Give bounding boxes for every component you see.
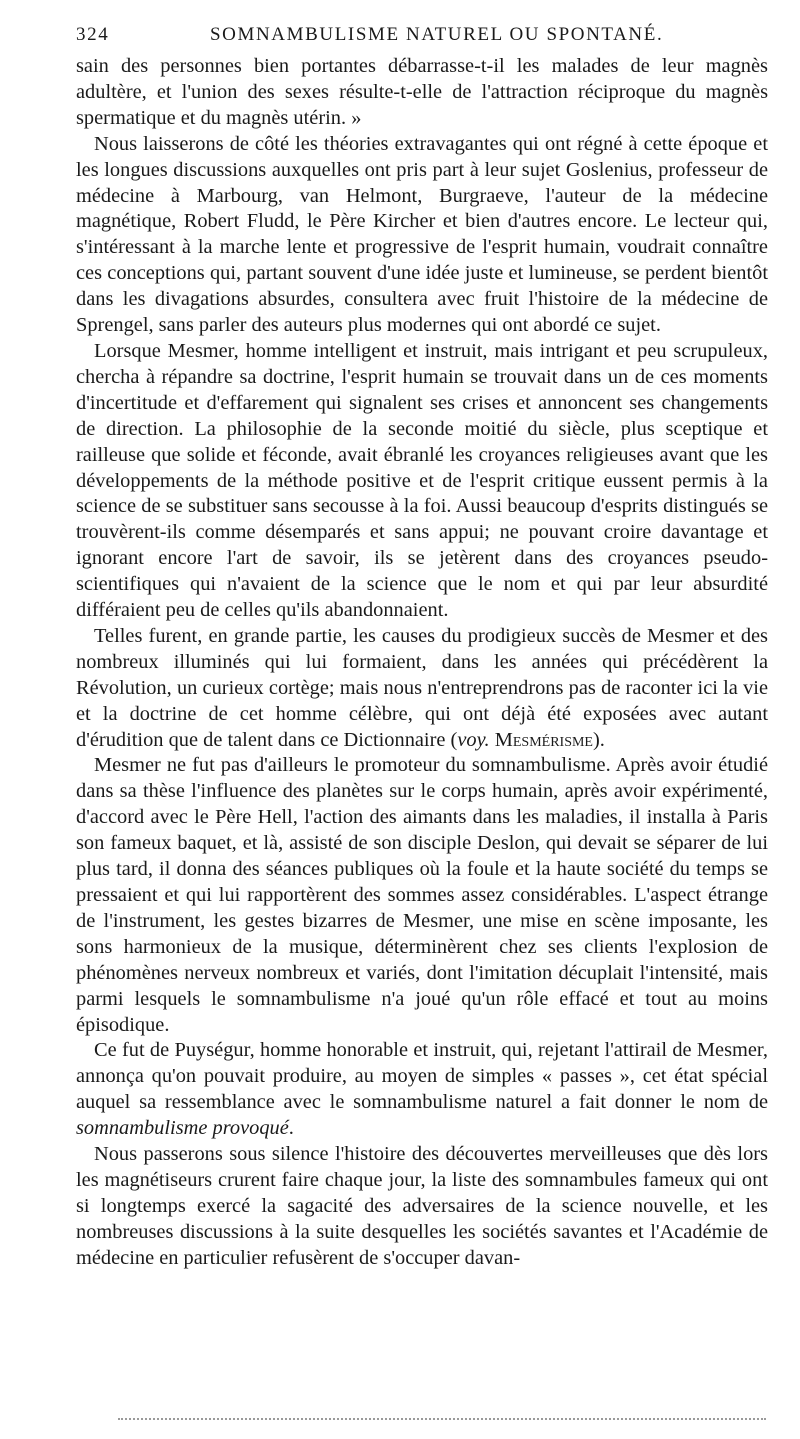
paragraph-4-text: Telles furent, en grande partie, les causes du prodigieux succès de Mesmer et des nombreux illuminés qui lui formaient, dans les années qui précédèrent la Révolution, un curieux cortège; mais nous n'entreprendrons pas de raconter ici la vie et la doctrine de cet homme célèbre, qui ont déjà été exposées avec autant d'érudition que de talent dans ce Dictionnaire (: [76, 624, 768, 751]
paragraph-2: Nous laisserons de côté les théories extravagantes qui ont régné à cette époque et les longues discussions auxquelles ont pris part à leur sujet Goslenius, professeur de médecine à Marbourg, van Helmont, Burgraeve, l'auteur de la médecine magnétique, Robert Fludd, le Père Kircher et bien d'autres encore. Le lecteur qui, s'intéressant à la marche lente et progressive de l'esprit humain, voudrait connaître ces conceptions qui, partant souvent d'une idée juste et lumineuse, se perdent bientôt dans les divagations absurdes, consultera avec fruit l'histoire de la médecine de Sprengel, sans parler des auteurs plus modernes qui ont abordé ce sujet.: [76, 132, 768, 337]
paragraph-6-end: .: [288, 1117, 294, 1140]
paragraph-4-close: ).: [593, 728, 605, 751]
paragraph-6: [76, 1038, 768, 1142]
running-head: SOMNAMBULISME NATUREL OU SPONTANÉ.: [210, 24, 664, 45]
paragraph-7: Nous passerons sous silence l'histoire des découvertes merveilleuses que dès lors les magnétiseurs crurent faire chaque jour, la liste des somnambules fameux qui ont si longtemps exercé la sagacité des adversaires de la science nouvelle, et les nombreuses discussions à la suite desquelles les sociétés savantes et l'Académie de médecine en particulier refusèrent de s'occuper davan-: [76, 1143, 768, 1269]
paragraph-4: [76, 624, 768, 754]
body-text: [76, 54, 768, 1272]
paragraph-6-text: Ce fut de Puységur, homme honorable et instruit, qui, rejetant l'attirail de Mesmer, annonça qu'on pouvait produire, au moyen de simples « passes », cet état spécial auquel sa ressemblance avec le somnambulisme naturel a fait donner le nom de: [76, 1039, 768, 1114]
paragraph-5: Mesmer ne fut pas d'ailleurs le promoteur du somnambulisme. Après avoir étudié dans sa thèse l'influence des planètes sur le corps humain, après avoir expérimenté, d'accord avec le Père Hell, l'action des aimants dans les maladies, il installa à Paris son fameux baquet, et là, assisté de son disciple Deslon, qui devait se séparer de lui plus tard, il donna des séances publiques où la foule et la haute société du temps se pressaient et qui lui rapportèrent des sommes assez considérables. L'aspect étrange de l'instrument, les gestes bizarres de Mesmer, une mise en scène imposante, les sons harmonieux de la musique, déterminèrent chez ses clients l'explosion de phénomènes nerveux nombreux et variés, dont l'imitation décuplait l'intensité, mais parmi lesquels le somnambulisme n'a joué qu'un rôle effacé et tout au moins épisodique.: [76, 754, 768, 1036]
paragraph-3: Lorsque Mesmer, homme intelligent et instruit, mais intrigant et peu scrupuleux, chercha à répandre sa doctrine, l'esprit humain se trouvait dans un de ces moments d'incertitude et d'effarement qui signalent ses crises et annoncent ses changements de direction. La philosophie de la seconde moitié du siècle, plus sceptique et railleuse que solide et féconde, avait ébranlé les croyances religieuses avant que les développements de la méthode positive et de l'esprit critique eussent permis à la science de se substituer sans secousse à la foi. Aussi beaucoup d'esprits distingués se trouvèrent-ils comme désemparés et sans appui; ne pouvant croire davantage et ignorant encore l'art de savoir, ils se jetèrent dans des croyances pseudo-scientifiques qui n'avaient de la science que le nom et qui par leur absurdité différaient peu de celles qu'ils abandonnaient.: [76, 339, 768, 622]
italic-term: somnambulisme provoqué: [76, 1117, 289, 1140]
page-header: [76, 24, 768, 54]
cross-reference: Mesmérisme: [494, 728, 593, 751]
paragraph-1: sain des personnes bien portantes débarrasse-t-il les malades de leur magnès adultère, et l'union des sexes résulte-t-elle de l'attraction réciproque du magnès spermatique et du magnès utérin. »: [76, 55, 768, 129]
voy-abbrev: voy.: [457, 728, 490, 751]
bottom-dotted-rule: [118, 1418, 766, 1420]
page-number: 324: [76, 24, 110, 45]
book-page: [76, 24, 768, 1272]
